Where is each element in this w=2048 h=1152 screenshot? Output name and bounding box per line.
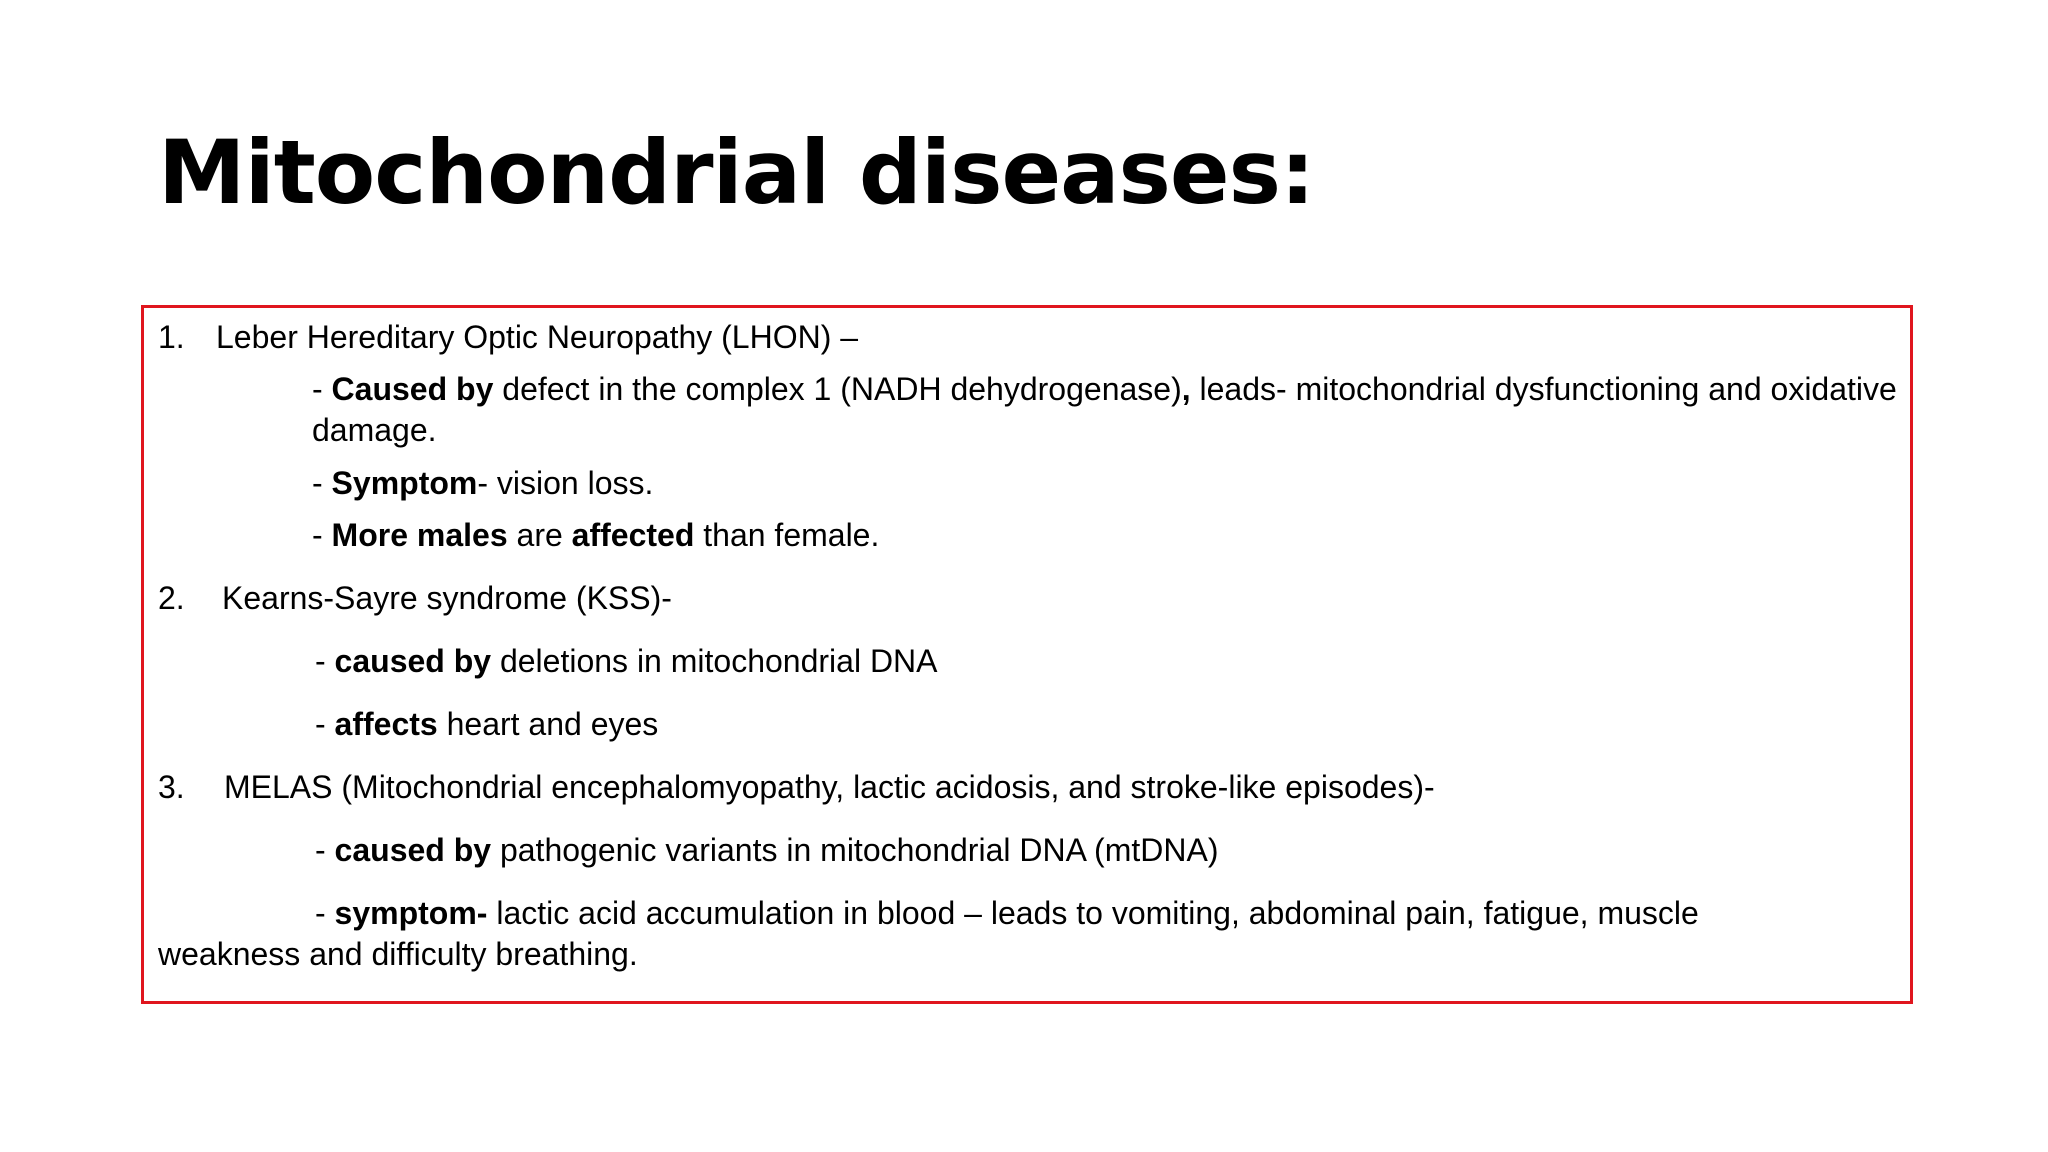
point-bold: More males bbox=[331, 517, 508, 553]
list-point bbox=[315, 830, 1218, 871]
point-text: defect in the complex 1 (NADH dehydrogenase) bbox=[493, 371, 1182, 407]
list-point bbox=[315, 704, 658, 745]
list-heading-text: Leber Hereditary Optic Neuropathy (LHON) – bbox=[216, 319, 859, 355]
list-point bbox=[312, 369, 1902, 451]
list-heading-text: MELAS (Mitochondrial encephalomyopathy, lactic acidosis, and stroke-like episodes)- bbox=[224, 769, 1435, 805]
point-bold: caused by bbox=[334, 832, 492, 868]
list-point bbox=[315, 893, 1699, 934]
point-text: pathogenic variants in mitochondrial DNA (mtDNA) bbox=[491, 832, 1219, 868]
list-number: 1. bbox=[158, 319, 185, 355]
list-point bbox=[312, 463, 653, 504]
point-prefix: - bbox=[315, 832, 335, 868]
list-heading-text: Kearns-Sayre syndrome (KSS)- bbox=[222, 580, 672, 616]
list-point bbox=[312, 515, 879, 556]
point-bold: affects bbox=[334, 706, 438, 742]
list-number: 3. bbox=[158, 769, 185, 805]
content-box bbox=[141, 305, 1913, 1004]
point-text: lactic acid accumulation in blood – leads to vomiting, abdominal pain, fatigue, muscle bbox=[487, 895, 1699, 931]
point-text-2: than female. bbox=[694, 517, 880, 553]
point-text-2: leads- mitochondrial dysfunctioning and oxidative damage. bbox=[312, 371, 1897, 448]
point-bold-2: , bbox=[1181, 371, 1191, 407]
point-prefix: - bbox=[312, 517, 332, 553]
list-point bbox=[315, 641, 938, 682]
slide-title: Mitochondrial diseases: bbox=[158, 121, 1315, 224]
point-bold: symptom- bbox=[334, 895, 488, 931]
point-text: are bbox=[507, 517, 572, 553]
list-item-heading bbox=[158, 767, 1435, 808]
list-number: 2. bbox=[158, 580, 185, 616]
point-prefix: - bbox=[312, 465, 332, 501]
point-prefix: - bbox=[315, 706, 335, 742]
point-bold-2: affected bbox=[571, 517, 695, 553]
list-item-heading bbox=[158, 578, 672, 619]
list-item-heading bbox=[158, 317, 858, 358]
list-point-continuation: weakness and difficulty breathing. bbox=[158, 936, 638, 972]
point-bold: Caused by bbox=[331, 371, 494, 407]
point-prefix: - bbox=[312, 371, 332, 407]
point-text: heart and eyes bbox=[437, 706, 659, 742]
point-text: deletions in mitochondrial DNA bbox=[491, 643, 938, 679]
point-prefix: - bbox=[315, 643, 335, 679]
point-prefix: - bbox=[315, 895, 335, 931]
point-text: - vision loss. bbox=[477, 465, 654, 501]
point-bold: caused by bbox=[334, 643, 492, 679]
point-bold: Symptom bbox=[331, 465, 478, 501]
